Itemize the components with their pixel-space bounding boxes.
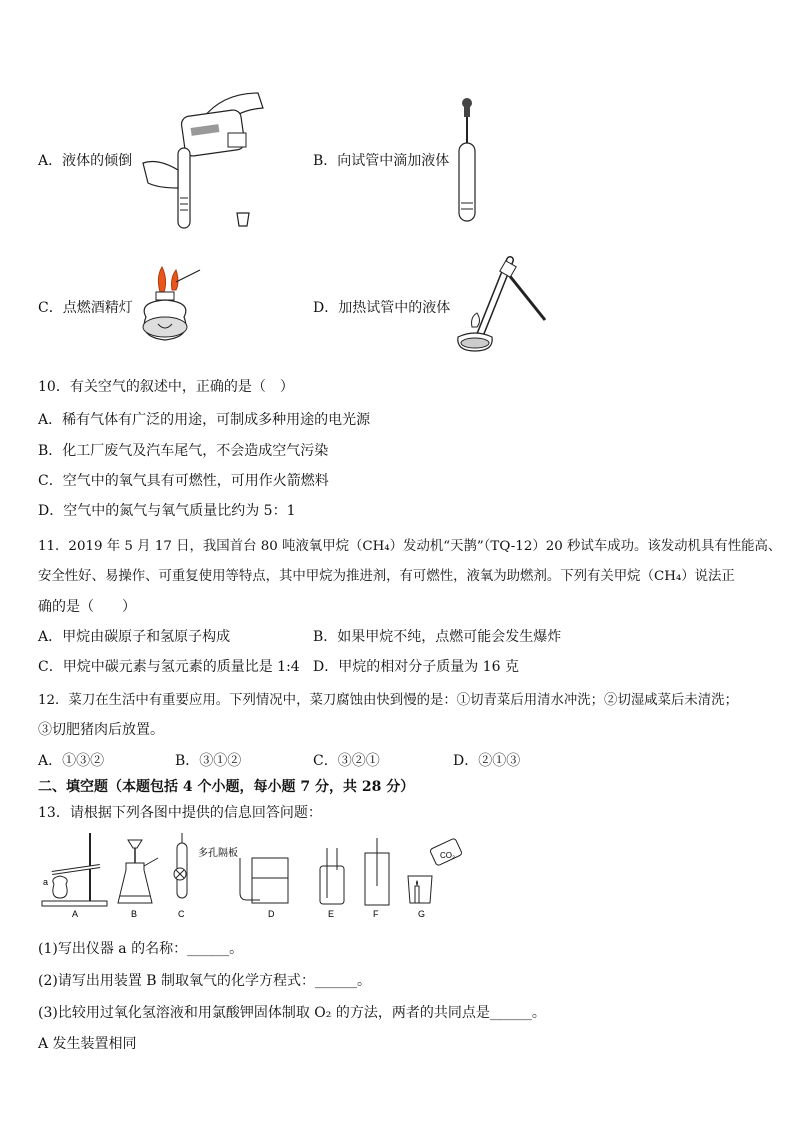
- q10-stem: 10．有关空气的叙述中，正确的是（ ）: [38, 379, 294, 395]
- figure-lab-apparatus: [40, 828, 480, 923]
- q11-option-a: A．甲烷由碳原子和氢原子构成: [38, 629, 231, 645]
- q12-option-d: D．②①③: [453, 753, 521, 769]
- q12-line1: 12．菜刀在生活中有重要应用。下列情况中，菜刀腐蚀由快到慢的是：①切青菜后用清水冲洗；②切湿咸菜后未清洗；: [38, 693, 738, 708]
- q10-option-a: A．稀有气体有广泛的用途，可制成多种用途的电光源: [38, 412, 371, 428]
- q9-option-a: A．液体的倾倒: [38, 153, 133, 169]
- q9-option-b: B．向试管中滴加液体: [313, 153, 450, 169]
- label-c: C: [178, 909, 185, 919]
- label-co2: CO₂: [440, 851, 456, 860]
- label-f: F: [373, 909, 379, 919]
- q12-option-c: C．③②①: [313, 753, 380, 769]
- label-instrument-a: a: [43, 877, 49, 887]
- figure-dropper-adding: [450, 95, 485, 225]
- label-g: G: [418, 909, 426, 919]
- q9-option-d: D．加热试管中的液体: [313, 300, 451, 316]
- q11-line1: 11．2019 年 5 月 17 日，我国首台 80 吨液氧甲烷（CH₄）发动机“天鹊”（TQ-12）20 秒试车成功。该发动机具有性能高、: [38, 539, 782, 554]
- q10-option-d: D．空气中的氮气与氧气质量比约为 5：1: [38, 503, 296, 519]
- q12-option-b: B．③①②: [175, 753, 242, 769]
- label-a: A: [72, 909, 79, 919]
- q13-part1: (1)写出仪器 a 的名称：______。: [38, 941, 244, 957]
- figure-lighting-lamp: [128, 262, 208, 352]
- section-title: 二、填空题（本题包括 4 个小题，每小题 7 分，共 28 分）: [38, 779, 415, 795]
- q13-part2: (2)请写出用装置 B 制取氧气的化学方程式：______。: [38, 973, 372, 989]
- q11-line2: 安全性好、易操作、可重复使用等特点，其中甲烷为推进剂，有可燃性，液氧为助燃剂。下列有关甲烷（CH₄）说法正: [38, 569, 735, 584]
- q13-stem: 13．请根据下列各图中提供的信息回答问题：: [38, 805, 322, 821]
- figure-pouring-liquid: [133, 88, 273, 233]
- label-d: D: [268, 909, 275, 919]
- figure-heating-tube: [450, 255, 550, 355]
- q11-option-d: D．甲烷的相对分子质量为 16 克: [313, 659, 519, 675]
- q12-option-a: A．①③②: [38, 753, 105, 769]
- label-e: E: [328, 909, 335, 919]
- label-b: B: [131, 909, 138, 919]
- q11-option-c: C．甲烷中碳元素与氢元素的质量比是 1:4: [38, 659, 300, 675]
- q10-option-b: B．化工厂废气及汽车尾气，不会造成空气污染: [38, 443, 329, 459]
- q11-option-b: B．如果甲烷不纯，点燃可能会发生爆炸: [313, 629, 562, 645]
- q12-line2: ③切肥猪肉后放置。: [38, 722, 164, 738]
- q10-option-c: C．空气中的氧气具有可燃性，可用作火箭燃料: [38, 473, 329, 489]
- label-porous-plate: 多孔隔板: [198, 848, 238, 859]
- q9-option-c: C．点燃酒精灯: [38, 300, 133, 316]
- q11-line3: 确的是（ ）: [38, 599, 136, 615]
- q13-option-a: A 发生装置相同: [38, 1036, 137, 1052]
- q13-part3: (3)比较用过氧化氢溶液和用氯酸钾固体制取 O₂ 的方法，两者的共同点是______。: [38, 1005, 546, 1021]
